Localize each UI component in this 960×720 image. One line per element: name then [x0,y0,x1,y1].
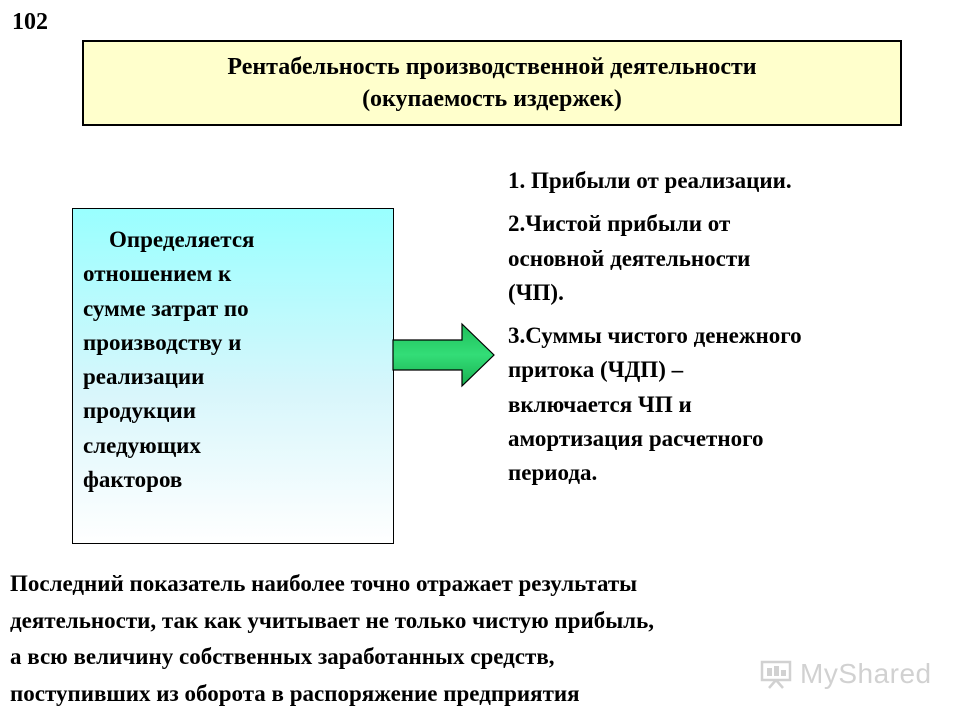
factor-line: основной деятельности [508,245,751,271]
right-arrow-icon [392,322,496,388]
factors-list [508,164,948,500]
factor-line: 3.Суммы чистого денежного [508,323,802,349]
definition-line: следующих [83,432,201,458]
factor-line: (ЧП). [508,279,564,305]
definition-line: отношением к [83,261,232,287]
definition-line: Определяется [109,227,255,252]
definition-line: сумме затрат по [83,295,249,321]
definition-line: продукции [83,398,197,424]
factor-item-2 [508,207,948,310]
factor-line: включается ЧП и [508,391,692,417]
conclusion-paragraph [10,566,955,712]
conclusion-line: Последний показатель наиболее точно отражает результаты [10,571,638,596]
arrow-shape [393,324,494,386]
definition-line: реализации [83,364,205,390]
definition-box [72,208,394,544]
factor-item-1 [508,164,948,198]
factor-line: притока (ЧДП) – [508,357,684,383]
factor-line: 2.Чистой прибыли от [508,211,731,237]
conclusion-line: деятельности, так как учитывает не только чистую прибыль, [10,607,654,633]
factor-line: 1. Прибыли от реализации. [508,168,792,193]
conclusion-line: а всю величину собственных заработанных средств, [10,644,555,669]
title-line-1: Рентабельность производственной деятельности [227,53,757,80]
factor-line: периода. [508,460,598,486]
watermark-text: MyShared [800,658,932,689]
definition-line: производству и [83,329,242,355]
factor-line: амортизация расчетного [508,426,764,452]
slide-number: 102 [12,9,48,35]
title-box [82,40,902,126]
conclusion-line: поступивших из оборота в распоряжение предприятия [10,680,580,706]
title-line-2: (окупаемость издержек) [362,86,622,112]
definition-line: факторов [83,467,183,493]
factor-item-3 [508,319,948,490]
